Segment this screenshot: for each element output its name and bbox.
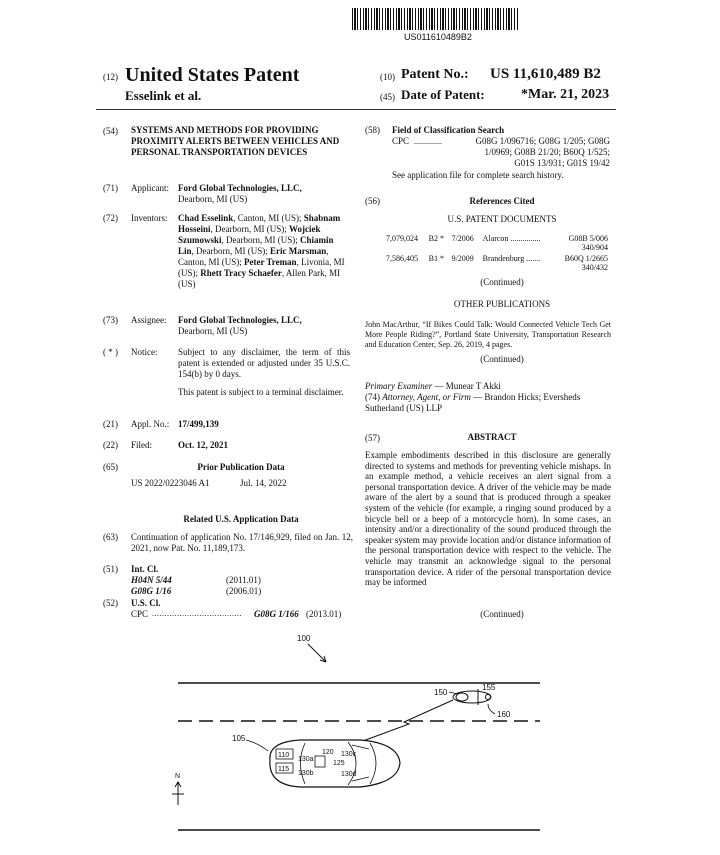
applicant-code: (71): [103, 183, 118, 193]
continued-1: (Continued): [480, 277, 524, 287]
refs-heading: References Cited: [469, 196, 535, 206]
inventor-name: Eric Marsman: [270, 246, 327, 256]
patent-no-code: (10): [380, 72, 395, 82]
cpc-version: (2013.01): [306, 609, 342, 619]
assignee-city: Dearborn, MI (US): [178, 326, 248, 336]
prior-code: (65): [103, 462, 118, 472]
examiner-name: — Munear T Akki: [434, 381, 501, 391]
attorney: [365, 392, 611, 414]
appl-code: (21): [103, 419, 118, 429]
us-docs-heading: U.S. PATENT DOCUMENTS: [447, 214, 557, 224]
field-cpc-classes: G08G 1/096716; G08G 1/205; G08G 1/0969; G08B 21/20; B60Q 1/525; G01S 13/931; G01S 19/42: [475, 136, 610, 168]
notice-text: Subject to any disclaimer, the term of this patent is extended or adjusted under 35 U.S.C. 154(b) by 0 days.: [178, 347, 350, 379]
assignee-name: Ford Global Technologies, LLC,: [178, 315, 302, 325]
intcl-version: (2011.01): [226, 575, 261, 585]
patent-number: US 11,610,489 B2: [490, 66, 601, 82]
inventor-location: , Dearborn, MI (US);: [210, 224, 287, 234]
prior-date: Jul. 14, 2022: [240, 478, 287, 488]
appl-label: Appl. No.:: [131, 419, 170, 429]
ref-130c: 130c: [341, 751, 357, 758]
inventor-name: Chad Esselink: [178, 213, 234, 223]
intcl-code: (51): [103, 564, 118, 574]
intcl-class: G08G 1/16: [131, 586, 172, 596]
us-docs-table: [386, 234, 612, 274]
north-label: N: [175, 773, 181, 780]
other-pub-heading: OTHER PUBLICATIONS: [453, 299, 551, 309]
cont-code: (63): [103, 532, 118, 542]
notice-label: Notice:: [131, 347, 158, 357]
cite-number: 7,079,024: [386, 234, 418, 243]
refs-code: (56): [365, 196, 380, 206]
abstract-heading: ABSTRACT: [467, 432, 517, 442]
inventor-name: Chiamin Lin: [178, 235, 334, 256]
ref-130a: 130a: [298, 756, 314, 763]
cite-kind: B2 *: [428, 234, 444, 243]
cite-date: 9/2009: [451, 254, 474, 263]
date-label: Date of Patent:: [401, 87, 485, 102]
prior-pub: US 2022/0223046 A1: [131, 478, 210, 488]
attorney-code: (74): [365, 392, 380, 402]
title-code: (54): [103, 126, 118, 136]
ref-120: 120: [322, 749, 334, 756]
continued-2: (Continued): [480, 354, 524, 364]
cite-name: Alarcon: [482, 234, 509, 243]
inventor-name: Rhett Tracy Schaefer: [200, 268, 282, 278]
uscl-code: (52): [103, 598, 118, 608]
filed-code: (22): [103, 440, 118, 450]
inventor-location: , Allen Park, MI (US): [178, 268, 341, 289]
assignee: [178, 315, 353, 337]
inventor-name: Wojciek Szumowski: [178, 224, 321, 245]
cite-class: B60Q 1/2665: [564, 254, 608, 263]
cite-dots: .......: [526, 254, 541, 263]
appl-no: 17/499,139: [178, 419, 219, 429]
continuation-text: Continuation of application No. 17/146,929, filed on Jan. 12, 2021, now Pat. No. 11,189,173.: [131, 532, 353, 553]
cite-class-2: 340/432: [581, 263, 608, 272]
cite-class-2: 340/904: [581, 243, 608, 252]
other-pub-text: John MacArthur, “If Bikes Could Talk: Would Connected Vehicle Tech Get More People Riding?”, Portland State University, Transportation Research and Education Center, Sep. 26, 2019, 4 pages.: [365, 320, 611, 349]
inventor-location: , Canton, MI (US);: [178, 246, 329, 267]
related-heading: Related U.S. Application Data: [183, 514, 299, 524]
field-see: See application file for complete search history.: [392, 170, 564, 180]
ref-150: 150: [434, 688, 448, 697]
applicant-name: Ford Global Technologies, LLC,: [178, 183, 302, 193]
figure-drawing: [0, 630, 720, 855]
examiner: [365, 381, 501, 392]
inventor-location: , Dearborn, MI (US);: [191, 246, 268, 256]
ref-100: 100: [297, 634, 311, 643]
filed-label: Filed:: [131, 440, 153, 450]
ref-155: 155: [482, 683, 496, 692]
ref-115: 115: [278, 766, 290, 773]
cite-kind: B1 *: [428, 254, 444, 263]
attorney-label: Attorney, Agent, or Firm: [382, 392, 471, 402]
applicant-city: Dearborn, MI (US): [178, 194, 248, 204]
abstract-code: (57): [365, 433, 380, 443]
barcode: [352, 8, 518, 30]
cite-dots: ...............: [510, 234, 541, 243]
patent-date: *Mar. 21, 2023: [521, 87, 610, 102]
attorney-names: — Brandon Hicks; Eversheds Sutherland (US) LLP: [365, 392, 581, 413]
applicant: [178, 183, 353, 205]
terminal-disclaimer: This patent is subject to a terminal disclaimer.: [178, 387, 344, 397]
intcl-version: (2006.01): [226, 586, 262, 596]
date-code: (45): [380, 92, 395, 102]
intcl-class: H04N 5/44: [131, 575, 172, 585]
table-row: [386, 254, 612, 274]
inventors-list: [178, 213, 350, 290]
ref-105: 105: [232, 734, 246, 743]
inventor-location: , Livonia, MI (US);: [178, 257, 345, 278]
uscl-label: U.S. Cl.: [131, 598, 161, 608]
ref-130d: 130d: [341, 771, 357, 778]
inventor-name: Shabnam Hosseini: [178, 213, 341, 234]
leader-105: [246, 740, 268, 751]
leader-100: [308, 644, 326, 662]
notice-code: ( * ): [103, 347, 118, 357]
assignee-code: (73): [103, 315, 118, 325]
ref-125: 125: [333, 760, 345, 767]
field-heading: Field of Classification Search: [392, 125, 505, 135]
abstract-text: Example embodiments described in this disclosure are generally directed to systems and methods for preventing vehicle mishaps. In an example method, a vehicle receives an alert signal from a personal transportation device. A driver of the vehicle may be made aware of the alert by a sound that is produced through a speaker system of the vehicle (for example, a ringing sound produced by a bicycle bell or a beep of a motorcycle horn). In some cases, an intensity and/or a directionality of the sound produced through the speaker system may provide location and/or distance information of the personal transportation device with respect to the vehicle. The vehicle may transmit an acknowledge signal to the personal transportation device. A rider of the personal transportation device may be informed: [365, 450, 611, 588]
barcode-number: US011610489B2: [404, 32, 472, 42]
continued-3: (Continued): [480, 609, 524, 619]
inventor-name: Peter Treman: [244, 257, 297, 267]
cpc-class: G08G 1/166: [254, 609, 299, 619]
intcl-label: Int. Cl.: [131, 564, 159, 574]
ref-160: 160: [497, 710, 511, 719]
signal-bolt: [352, 700, 453, 745]
leader-160: [488, 704, 495, 714]
header-code-12: (12): [103, 72, 118, 82]
ref-110: 110: [278, 752, 290, 759]
assignee-label: Assignee:: [131, 315, 167, 325]
header-rule: [96, 109, 616, 110]
patent-no-label: Patent No.:: [401, 67, 469, 82]
ref-130b: 130b: [298, 770, 314, 777]
cite-number: 7,586,405: [386, 254, 418, 263]
prior-heading: Prior Publication Data: [197, 462, 285, 472]
field-cpc-dots: ..............: [414, 137, 442, 146]
inventors-label: Inventors:: [131, 213, 168, 223]
cpc-dots: ....................................: [152, 609, 242, 618]
cite-name: Brandenburg: [482, 254, 525, 263]
patent-title: United States Patent: [125, 64, 300, 86]
table-row: [386, 234, 612, 254]
cite-date: 7/2006: [451, 234, 474, 243]
cite-class: G08B 5/006: [568, 234, 608, 243]
field-code: (58): [365, 125, 380, 135]
field-cpc-label: CPC: [392, 136, 410, 146]
inventor-location: , Dearborn, MI (US);: [221, 235, 298, 245]
examiner-label: Primary Examiner: [365, 381, 433, 391]
inventor-short: Esselink et al.: [125, 88, 202, 103]
cpc-label: CPC: [131, 609, 149, 619]
applicant-label: Applicant:: [131, 183, 169, 193]
invention-title: SYSTEMS AND METHODS FOR PROVIDING PROXIMITY ALERTS BETWEEN VEHICLES AND PERSONAL TRANSPORTATION DEVICES: [131, 125, 340, 157]
filed-date: Oct. 12, 2021: [178, 440, 228, 450]
inventor-location: , Canton, MI (US);: [233, 213, 302, 223]
inventors-code: (72): [103, 213, 118, 223]
